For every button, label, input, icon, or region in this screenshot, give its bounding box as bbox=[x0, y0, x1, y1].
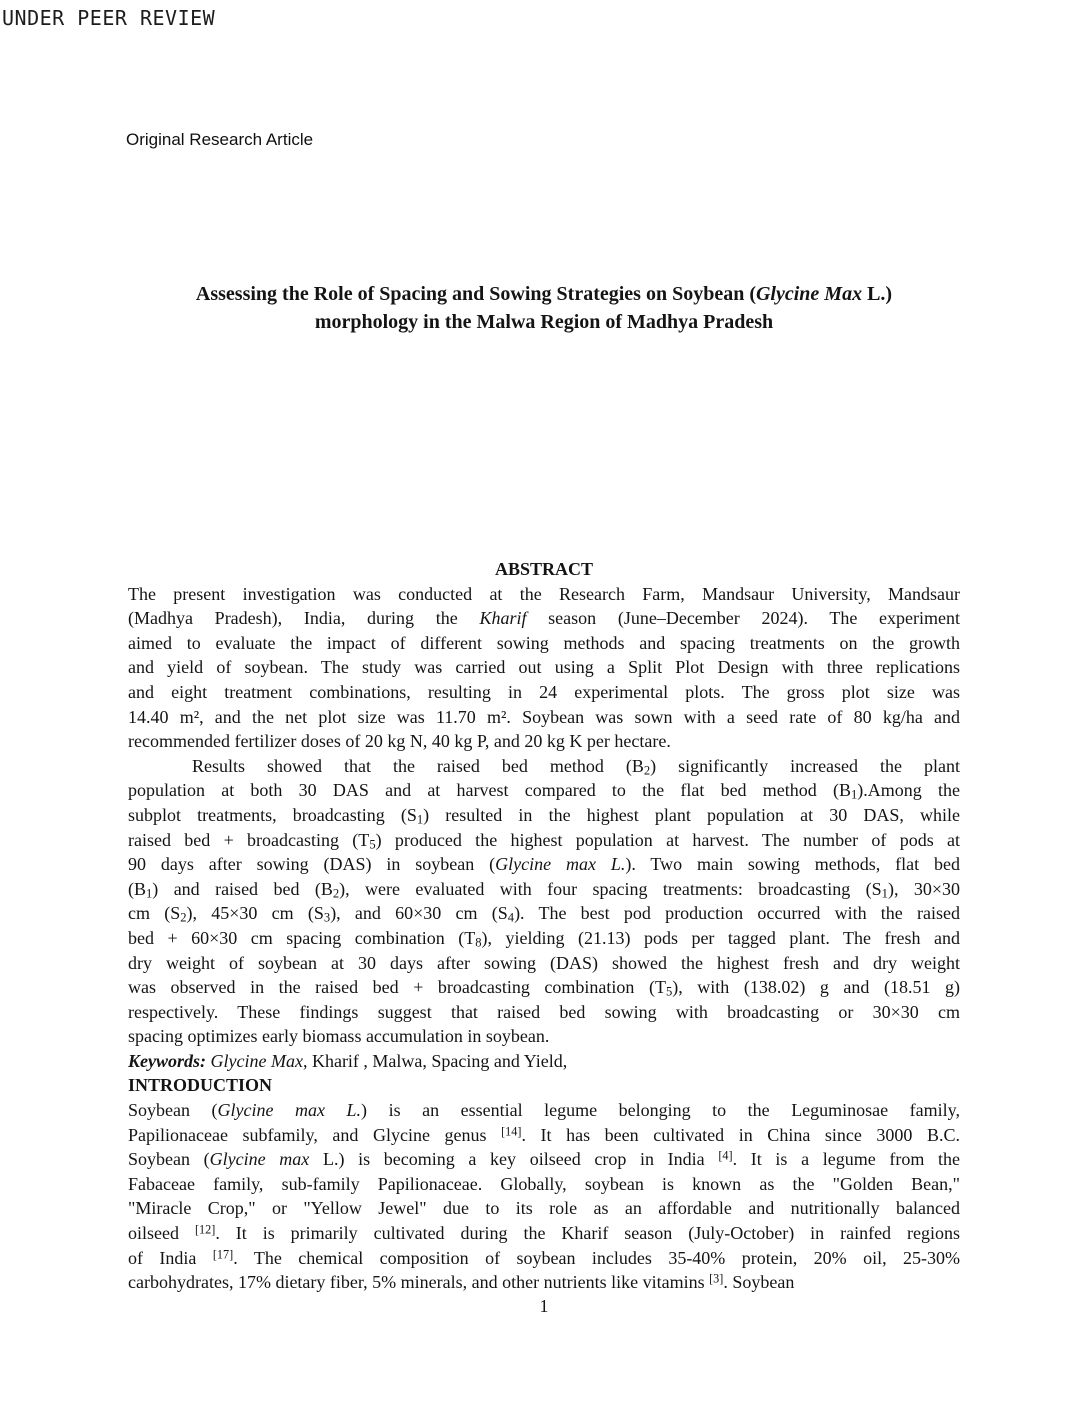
peer-review-watermark: UNDER PEER REVIEW bbox=[2, 6, 216, 30]
text-line: respectively. These findings suggest that raised bed sowing with broadcasting or 30×30 cm bbox=[128, 1001, 960, 1022]
text-line: bed + 60×30 cm spacing combination $(T_8)$, yielding (21.13) pods per tagged plant. The fresh and bbox=[128, 927, 960, 950]
abstract-paragraph-2 bbox=[128, 754, 960, 1049]
paper-title bbox=[127, 280, 961, 336]
text-line: aimed to evaluate the impact of different sowing methods and spacing treatments on the growth bbox=[128, 632, 960, 653]
text-line: Soybean (Glycine max L.) is becoming a key oilseed crop in India [4]. It is a legume from the bbox=[128, 1148, 960, 1170]
text-line: $(B_1)$ and raised bed $(B_2)$, were evaluated with four spacing treatments: broadcasting $(S_1)$, 30×30 bbox=[128, 878, 961, 901]
text-line: Fabaceae family, sub-family Papilionaceae. Globally, soybean is known as the "Golden Bean," bbox=[128, 1173, 960, 1194]
text-line: and yield of soybean. The study was carried out using a Split Plot Design with three replications bbox=[128, 657, 960, 678]
page-number: 1 bbox=[539, 1296, 549, 1316]
text-line: Results showed that the raised bed method $(B_2)$ significantly increased the plant bbox=[192, 755, 960, 778]
body-column bbox=[128, 557, 960, 1295]
text-line: dry weight of soybean at 30 days after sowing (DAS) showed the highest fresh and dry weight bbox=[128, 952, 960, 973]
text-line: raised bed + broadcasting $(T_5)$ produced the highest population at harvest. The number of pods at bbox=[128, 829, 961, 852]
text-line: Papilionaceae subfamily, and Glycine genus [14]. It has been cultivated in China since 3000 B.C. bbox=[128, 1124, 961, 1145]
text-line: oilseed [12]. It is primarily cultivated during the Kharif season (July-October) in rainfed regions bbox=[128, 1222, 960, 1244]
introduction-heading: INTRODUCTION bbox=[128, 1075, 273, 1096]
article-type-label: Original Research Article bbox=[126, 130, 314, 149]
keywords-label: Keywords: bbox=[128, 1050, 206, 1071]
abstract-paragraph-1 bbox=[128, 582, 960, 754]
text-line: 14.40 m², and the net plot size was 11.70 m². Soybean was sown with a seed rate of 80 kg/ha and bbox=[128, 706, 960, 727]
text-line: and eight treatment combinations, resulting in 24 experimental plots. The gross plot size was bbox=[128, 681, 960, 702]
text-line: carbohydrates, 17% dietary fiber, 5% minerals, and other nutrients like vitamins [3]. Soybean bbox=[128, 1271, 795, 1293]
text-line: recommended fertilizer doses of 20 kg N, 40 kg P, and 20 kg K per hectare. bbox=[128, 731, 671, 752]
keywords-line bbox=[128, 1049, 960, 1074]
text-line: population at both 30 DAS and at harvest compared to the flat bed method $(B_1).Among$ the bbox=[128, 780, 961, 802]
text-line: "Miracle Crop," or "Yellow Jewel" due to its role as an affordable and nutritionally balanced bbox=[128, 1198, 960, 1219]
abstract-heading: ABSTRACT bbox=[494, 559, 594, 579]
text-line: spacing optimizes early biomass accumulation in soybean. bbox=[128, 1026, 550, 1047]
text-line: The present investigation was conducted at the Research Farm, Mandsaur University, Mandsaur bbox=[128, 583, 960, 604]
text-line: morphology in the Malwa Region of Madhya Pradesh bbox=[314, 311, 774, 333]
text-line: subplot treatments, broadcasting $(S_1)$ resulted in the highest plant population at 30 DAS, while bbox=[128, 804, 960, 827]
text-line: cm $(S_2)$, 45×30 cm $(S_3)$, and 60×30 cm $(S_4)$. The best pod production occurred with the raised bbox=[128, 903, 961, 925]
text-line: (Madhya Pradesh), India, during the Kharif season (June–December 2024). The experiment bbox=[128, 608, 960, 629]
text-line: of India [17]. The chemical composition of soybean includes 35-40% protein, 20% oil, 25-30% bbox=[128, 1247, 960, 1268]
introduction-paragraph bbox=[128, 1098, 960, 1295]
text-line: Soybean (Glycine max L.) is an essential legume belonging to the Leguminosae family, bbox=[128, 1100, 961, 1121]
text-line: Assessing the Role of Spacing and Sowing Strategies on Soybean (Glycine Max L.) bbox=[195, 283, 893, 305]
text-line: 90 days after sowing (DAS) in soybean (Glycine max L.). Two main sowing methods, flat bed bbox=[128, 854, 960, 875]
keywords-text: Glycine Max, Kharif , Malwa, Spacing and Yield, bbox=[210, 1050, 568, 1071]
text-line: was observed in the raised bed + broadcasting combination $(T_5)$, with (138.02) g and (18.51 g) bbox=[128, 977, 960, 999]
